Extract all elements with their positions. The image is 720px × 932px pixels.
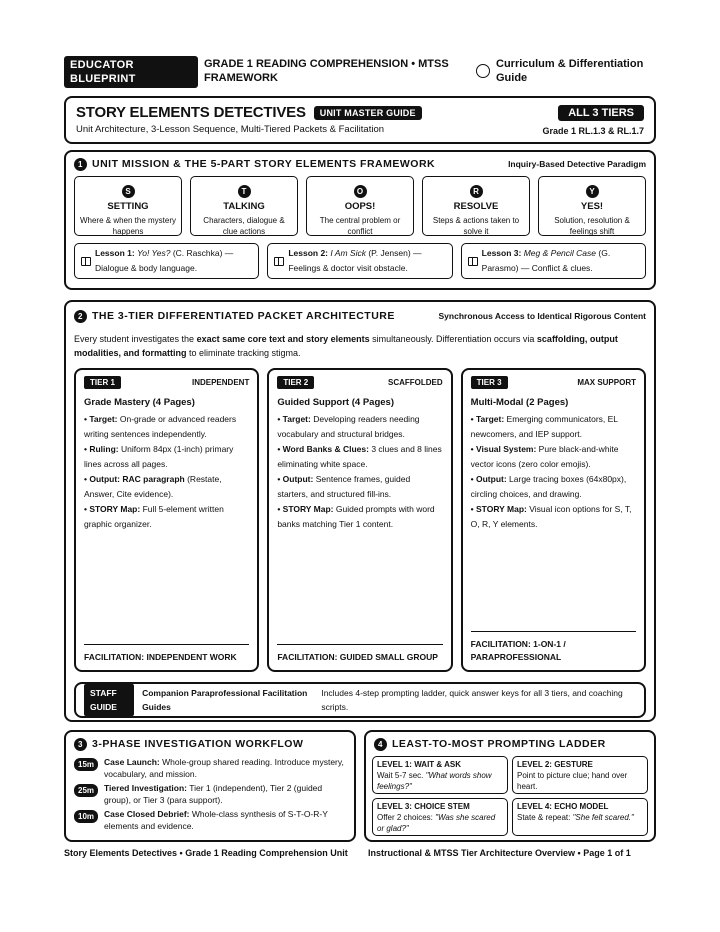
- story-element-card: [74, 176, 182, 236]
- lesson-label: Lesson 3:: [481, 248, 522, 258]
- element-letter-badge: R: [470, 185, 483, 198]
- intro-emphasis: scaffolding, output modalities, and formatting: [74, 334, 618, 358]
- tier-features: [277, 412, 442, 531]
- element-letter-badge: Y: [586, 185, 599, 198]
- intro-emphasis: exact same core text and story elements: [196, 334, 370, 344]
- tier-feature: [471, 502, 636, 531]
- tier-tag: TIER 1: [84, 376, 121, 389]
- phase-item: [66, 808, 354, 832]
- section2-tagline: Synchronous Access to Identical Rigorous Content: [438, 311, 646, 321]
- element-description: Characters, dialogue & clue actions: [203, 216, 285, 236]
- level-instruction: State & repeat:: [517, 813, 573, 822]
- level-instruction: Wait 5-7 sec.: [377, 771, 426, 780]
- section1-title: UNIT MISSION & THE 5-PART STORY ELEMENTS FRAMEWORK: [92, 158, 436, 170]
- tier-feature: [277, 442, 442, 471]
- staff-guide-title: Companion Paraprofessional Facilitation Guides: [142, 688, 308, 712]
- section-number-badge: 2: [74, 310, 87, 323]
- staff-guide-box: [74, 682, 646, 718]
- phase-item: [66, 782, 354, 806]
- section-number-badge: 3: [74, 738, 87, 751]
- badge-line-2: BLUEPRINT: [70, 73, 136, 85]
- phase-detail: Whole-class synthesis of S-T-O-R-Y elements and evidence.: [104, 809, 328, 831]
- phase-detail: Whole-group shared reading. Introduce mystery, vocabulary, and mission.: [104, 757, 344, 779]
- lesson-book-title: Meg & Pencil Case: [523, 248, 597, 258]
- feature-key: • STORY Map:: [470, 504, 527, 514]
- feature-value: 3 clues and 8 lines eliminating white space.: [277, 444, 442, 469]
- feature-value: Sentence frames, guided starters, and structured fill-ins.: [277, 474, 411, 499]
- tier-card-header: [471, 376, 636, 389]
- phase-duration-badge: 15m: [74, 758, 98, 771]
- section1-tagline: Inquiry-Based Detective Paradigm: [508, 159, 646, 169]
- phase-detail: Tier 1 (independent), Tier 2 (guided group), or Tier 3 (para support).: [104, 783, 323, 805]
- level-title: LEVEL 3: CHOICE STEM: [377, 802, 470, 811]
- feature-value: Guided prompts with word banks matching Tier 1 content.: [277, 504, 435, 529]
- program-label: GRADE 1 READING COMPREHENSION • MTSS FRAMEWORK: [204, 58, 449, 84]
- feature-key: • Ruling:: [84, 444, 119, 454]
- lessons-row: [66, 243, 654, 279]
- footer-right: Instructional & MTSS Tier Architecture Overview • Page 1 of 1: [368, 848, 631, 858]
- feature-key: • Target:: [84, 414, 118, 424]
- section3-title-wrap: [74, 738, 303, 751]
- intro-part: simultaneously. Differentiation occurs via: [369, 334, 537, 344]
- feature-value: Full 5-element written graphic organizer.: [84, 504, 224, 529]
- section2-title: THE 3-TIER DIFFERENTIATED PACKET ARCHITECTURE: [92, 310, 395, 322]
- element-letter-badge: T: [238, 185, 251, 198]
- section1-header: [66, 152, 654, 176]
- prompting-level-card: [372, 798, 508, 836]
- tier-feature: [277, 472, 442, 501]
- tier-feature: [471, 442, 636, 471]
- feature-value: On-grade or advanced readers writing sentences independently.: [84, 414, 237, 439]
- story-element-card: [190, 176, 298, 236]
- feature-key: • Output:: [470, 474, 507, 484]
- phase-text: [104, 756, 346, 780]
- level-instruction: Offer 2 choices:: [377, 813, 436, 822]
- prompting-level-card: [372, 756, 508, 794]
- tier-mode: INDEPENDENT: [191, 378, 250, 387]
- badge-line-1: EDUCATOR: [70, 59, 134, 71]
- section-tier-architecture: [64, 300, 656, 722]
- compass-icon: [476, 64, 490, 78]
- tier-features: [84, 412, 249, 531]
- story-element-card: [306, 176, 414, 236]
- story-element-card: [538, 176, 646, 236]
- prompting-levels-grid: [366, 756, 654, 836]
- element-description: Where & when the mystery happens: [79, 216, 177, 236]
- tier-feature: [277, 502, 442, 531]
- story-elements-row: [66, 176, 654, 236]
- tier-feature: [84, 412, 249, 441]
- lesson-card: [461, 243, 646, 279]
- element-name: SETTING: [107, 201, 149, 212]
- tier-facilitation: FACILITATION: 1-ON-1 / PARAPROFESSIONAL: [471, 631, 636, 664]
- section1-title-wrap: [74, 158, 435, 171]
- tier-feature: [277, 412, 442, 441]
- tier-card-header: [84, 376, 249, 389]
- feature-key: • Word Banks & Clues:: [277, 444, 369, 454]
- section4-header: [366, 732, 654, 756]
- lesson-label: Lesson 1:: [95, 248, 135, 258]
- title-box: [64, 96, 656, 144]
- section-number-badge: 4: [374, 738, 387, 751]
- feature-value: Uniform 84px (1-inch) primary lines across all pages.: [84, 444, 234, 469]
- feature-key: • STORY Map:: [277, 504, 334, 514]
- tier-feature: [471, 412, 636, 441]
- story-element-card: [422, 176, 530, 236]
- level-instruction: Point to picture clue; hand over heart.: [517, 771, 628, 791]
- tier-card-2: [267, 368, 452, 672]
- phase-duration-badge: 25m: [74, 784, 98, 797]
- feature-value: Large tracing boxes (64x80px), circling choices, and drawing.: [470, 474, 627, 499]
- feature-value: (Restate, Answer, Cite evidence).: [84, 474, 222, 499]
- element-letter-badge: O: [354, 185, 367, 198]
- phase-text: [104, 782, 346, 806]
- section4-title: LEAST-TO-MOST PROMPTING LADDER: [392, 738, 606, 750]
- grade-standards: Grade 1 RL.1.3 & RL.1.7: [542, 126, 644, 136]
- tier-feature: [84, 502, 249, 531]
- prompting-level-card: [512, 798, 648, 836]
- section3-title: 3-PHASE INVESTIGATION WORKFLOW: [92, 738, 304, 750]
- level-quote: "What words show feelings?": [377, 771, 492, 791]
- lesson-card: [74, 243, 259, 279]
- level-text: [377, 812, 503, 834]
- feature-value: Emerging communicators, EL newcomers, and IEP support.: [470, 414, 618, 439]
- feature-key: • Target:: [470, 414, 505, 424]
- book-icon: [81, 257, 91, 266]
- level-text: [517, 812, 643, 823]
- staff-guide-tag: STAFF GUIDE: [84, 684, 134, 716]
- lesson-detail: (G. Parasmo) — Conflict & clues.: [481, 248, 611, 273]
- book-icon: [274, 257, 284, 266]
- feature-key: • Output: RAC paragraph: [84, 474, 185, 484]
- level-text: [517, 770, 643, 792]
- tier-cards-row: [66, 368, 654, 672]
- feature-key: • STORY Map:: [84, 504, 141, 514]
- tier-facilitation: FACILITATION: GUIDED SMALL GROUP: [277, 644, 442, 664]
- page-subtitle: Unit Architecture, 3-Lesson Sequence, Multi-Tiered Packets & Facilitation: [76, 124, 385, 135]
- tier-card-3: [461, 368, 646, 672]
- lesson-detail: (C. Raschka) — Dialogue & body language.: [95, 248, 234, 273]
- book-icon: [468, 257, 478, 266]
- feature-value: Developing readers needing vocabulary and structural bridges.: [277, 414, 420, 439]
- level-quote: "She felt scared.": [572, 813, 634, 822]
- tier-facilitation: FACILITATION: INDEPENDENT WORK: [84, 644, 249, 664]
- level-quote: "Was she scared or glad?": [377, 813, 496, 833]
- element-description: The central problem or conflict: [319, 216, 401, 236]
- phase-name: Case Launch:: [104, 757, 160, 767]
- section2-intro: [66, 330, 654, 360]
- element-description: Steps & actions taken to solve it: [432, 216, 520, 236]
- educator-blueprint-badge: [64, 56, 198, 88]
- element-name: TALKING: [223, 201, 265, 212]
- element-name: YES!: [580, 201, 604, 212]
- tier-tag: TIER 2: [277, 376, 314, 389]
- unit-master-guide-pill: UNIT MASTER GUIDE: [314, 106, 422, 120]
- phase-item: [66, 756, 354, 780]
- tier-mode: MAX SUPPORT: [577, 378, 636, 387]
- level-title: LEVEL 4: ECHO MODEL: [517, 802, 609, 811]
- section2-header: [66, 302, 654, 330]
- phase-duration-badge: 10m: [74, 810, 98, 823]
- feature-key: • Visual System:: [470, 444, 537, 454]
- lesson-card: [267, 243, 452, 279]
- tier-title: Grade Mastery (4 Pages): [84, 397, 195, 408]
- lesson-text: [288, 246, 445, 276]
- level-text: [377, 770, 503, 792]
- all-tiers-badge: ALL 3 TIERS: [558, 105, 644, 121]
- section-prompting-ladder: [364, 730, 656, 842]
- level-title: LEVEL 2: GESTURE: [517, 760, 593, 769]
- element-name: RESOLVE: [453, 201, 499, 212]
- feature-key: • Output:: [277, 474, 314, 484]
- feature-value: Visual icon options for S, T, O, R, Y elements.: [470, 504, 632, 529]
- intro-part: Every student investigates the: [74, 334, 197, 344]
- tier-title: Multi-Modal (2 Pages): [470, 397, 569, 408]
- tier-card-1: [74, 368, 259, 672]
- lesson-book-title: I Am Sick: [330, 248, 366, 258]
- guide-label-wrap: [476, 57, 676, 85]
- section-investigation-workflow: [64, 730, 356, 842]
- footer-left: Story Elements Detectives • Grade 1 Reading Comprehension Unit: [64, 848, 348, 858]
- phase-text: [104, 808, 346, 832]
- guide-label: Curriculum & Differentiation Guide: [496, 58, 644, 84]
- phase-name: Tiered Investigation:: [104, 783, 187, 793]
- element-letter-badge: S: [122, 185, 135, 198]
- tier-feature: [471, 472, 636, 501]
- tier-card-header: [277, 376, 442, 389]
- intro-part: to eliminate tracking stigma.: [186, 348, 301, 358]
- section4-title-wrap: [374, 738, 606, 751]
- tier-features: [471, 412, 636, 531]
- lesson-text: [482, 246, 639, 276]
- tier-mode: SCAFFOLDED: [387, 378, 443, 387]
- prompting-level-card: [512, 756, 648, 794]
- staff-guide-description: Includes 4-step prompting ladder, quick answer keys for all 3 tiers, and coaching scripts.: [321, 688, 623, 712]
- lesson-text: [95, 246, 252, 276]
- tier-feature: [84, 442, 249, 471]
- lesson-detail: (P. Jensen) — Feelings & doctor visit obstacle.: [288, 248, 422, 273]
- section2-title-wrap: [74, 310, 395, 323]
- page-title: STORY ELEMENTS DETECTIVES: [76, 104, 306, 121]
- lesson-book-title: Yo! Yes?: [137, 248, 171, 258]
- section-unit-mission: [64, 150, 656, 290]
- element-description: Solution, resolution & feelings shift: [554, 216, 630, 236]
- level-title: LEVEL 1: WAIT & ASK: [377, 760, 462, 769]
- element-name: OOPS!: [344, 201, 376, 212]
- section-number-badge: 1: [74, 158, 87, 171]
- tier-tag: TIER 3: [471, 376, 508, 389]
- feature-key: • Target:: [277, 414, 311, 424]
- feature-value: Pure black-and-white vector icons (zero color emojis).: [470, 444, 619, 469]
- lesson-label: Lesson 2:: [288, 248, 329, 258]
- tier-title: Guided Support (4 Pages): [277, 397, 394, 408]
- phase-name: Case Closed Debrief:: [104, 809, 190, 819]
- section3-header: [66, 732, 354, 756]
- tier-feature: [84, 472, 249, 501]
